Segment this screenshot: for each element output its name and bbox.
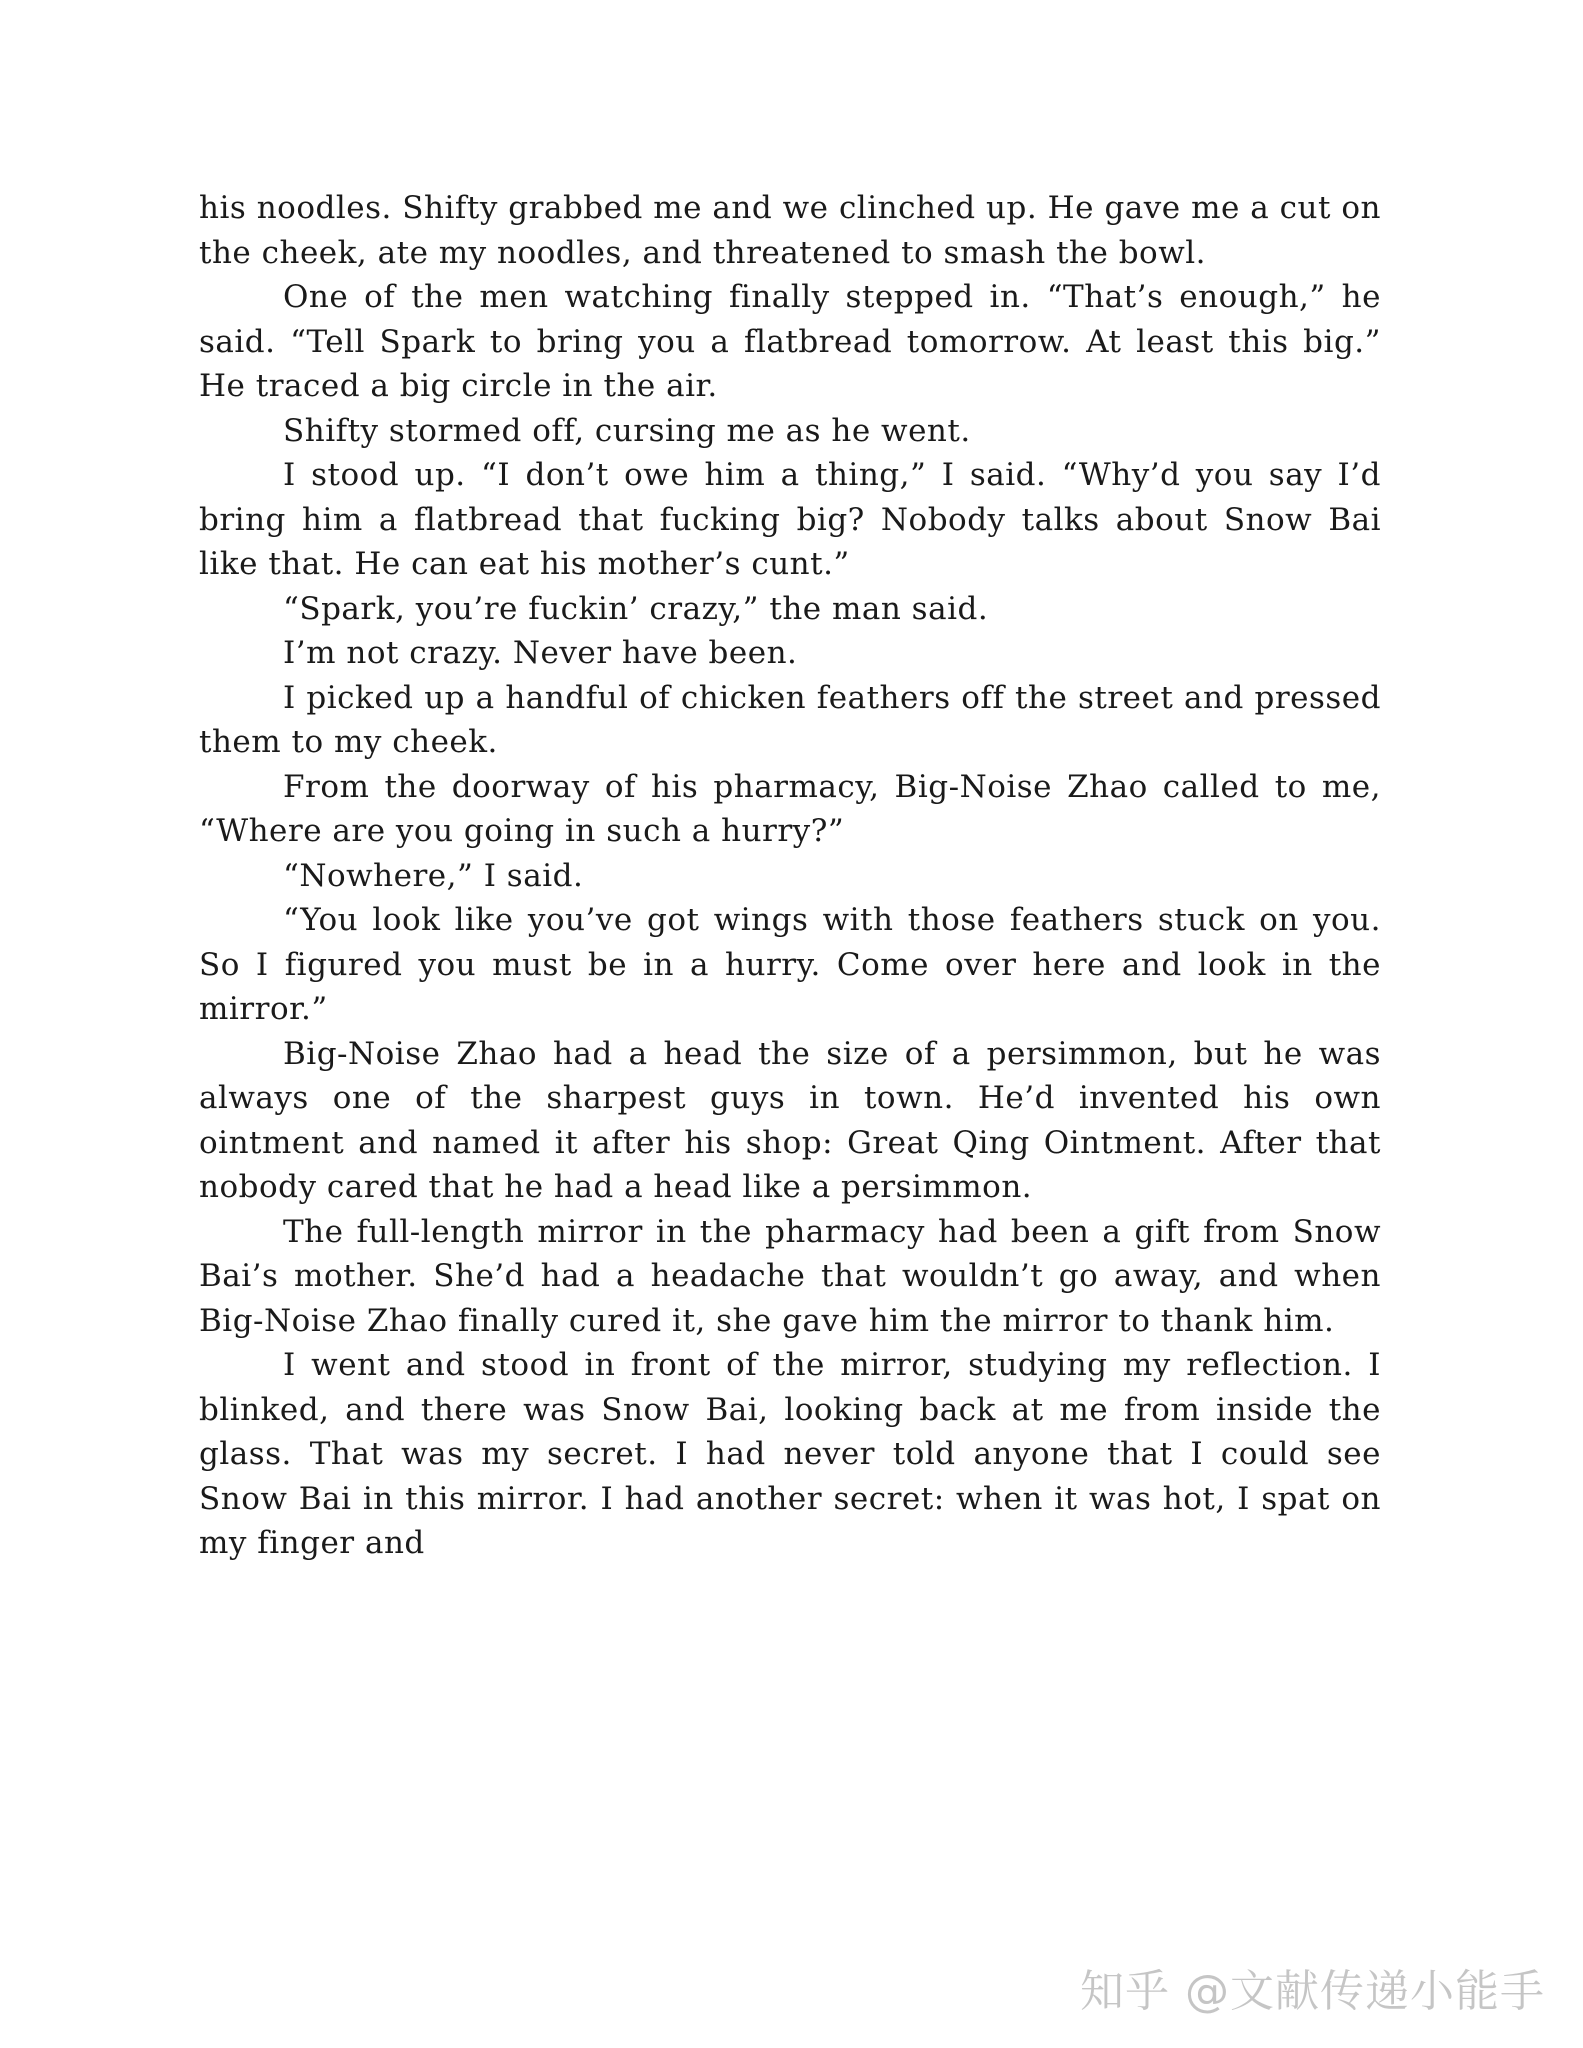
body-text <box>199 186 1381 1566</box>
paragraph-13: I went and stood in front of the mirror, studying my reflection. I blinked, and there was Snow Bai, looking back at me from inside the glass. That was my secret. I had never told anyone that I could see Snow Bai in this mirror. I had another secret: when it was hot, I spat on my finger and <box>199 1347 1381 1561</box>
paragraph-11: Big-Noise Zhao had a head the size of a persimmon, but he was always one of the sharpest guys in town. He’d invented his own ointment and named it after his shop: Great Qing Ointment. After that nobody cared that he had a head like a persimmon. <box>199 1035 1381 1205</box>
watermark: 知乎 @文献传递小能手 <box>1080 1966 1545 2017</box>
paragraph-6: I’m not crazy. Never have been. <box>283 635 798 671</box>
paragraph-1: his noodles. Shifty grabbed me and we clinched up. He gave me a cut on the cheek, ate my noodles, and threatened to smash the bowl. <box>199 190 1381 271</box>
paragraph-9: “Nowhere,” I said. <box>283 857 584 894</box>
paragraph-2: One of the men watching finally stepped in. “That’s enough,” he said. “Tell Spark to bring you a flatbread tomorrow. At least this big.” He traced a big circle in the air. <box>199 279 1381 404</box>
paragraph-7: I picked up a handful of chicken feathers off the street and pressed them to my cheek. <box>199 679 1381 760</box>
paragraph-5: “Spark, you’re fuckin’ crazy,” the man said. <box>283 590 989 627</box>
paragraph-8: From the doorway of his pharmacy, Big-Noise Zhao called to me, “Where are you going in such a hurry?” <box>199 768 1381 849</box>
paragraph-10: “You look like you’ve got wings with those feathers stuck on you. So I figured you must be in a hurry. Come over here and look in the mirror.” <box>199 902 1381 1027</box>
paragraph-4: I stood up. “I don’t owe him a thing,” I said. “Why’d you say I’d bring him a flatbread that fucking big? Nobody talks about Snow Bai like that. He can eat his mother’s cunt.” <box>199 457 1381 582</box>
paragraph-12: The full-length mirror in the pharmacy had been a gift from Snow Bai’s mother. She’d had a headache that wouldn’t go away, and when Big-Noise Zhao finally cured it, she gave him the mirror to thank him. <box>199 1213 1381 1339</box>
paragraph-3: Shifty stormed off, cursing me as he went. <box>283 412 971 449</box>
